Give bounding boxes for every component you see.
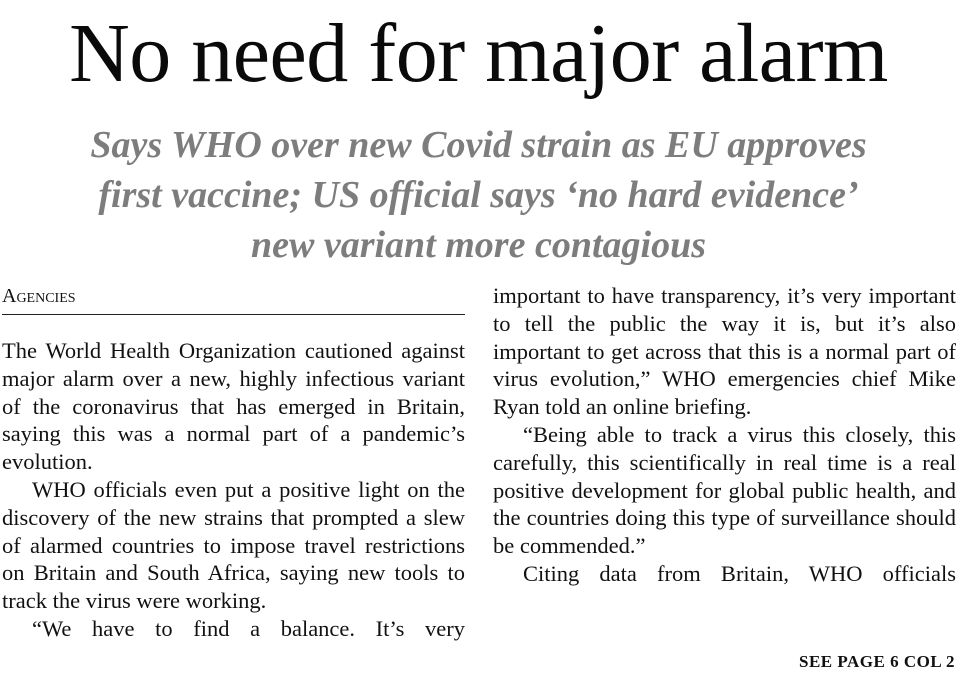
article-column-1 — [2, 337, 465, 643]
article-column-2 — [493, 282, 956, 588]
subheadline-line-3: new variant more contagious — [251, 224, 706, 266]
continuation-note: SEE PAGE 6 COL 2 — [799, 652, 955, 671]
byline: Agencies — [2, 285, 76, 307]
paragraph: WHO officials even put a positive light on the discovery of the new strains that prompted a slew of alarmed countries to impose travel restrictions on Britain and South Africa, saying new tools to track the virus were working. — [2, 476, 465, 614]
headline: No need for major alarm — [69, 7, 888, 100]
paragraph: “Being able to track a virus this closely, this carefully, this scientifically in real time is a real positive development for global public health, and the countries doing this type of surveillance should be commended.” — [493, 421, 956, 559]
paragraph: The World Health Organization cautioned against major alarm over a new, highly infectious variant of the coronavirus that has emerged in Britain, saying this was a normal part of a pandemic’s evolution. — [2, 338, 465, 475]
paragraph: Citing data from Britain, WHO officials — [523, 560, 956, 586]
subheadline — [0, 120, 957, 270]
subheadline-line-1: Says WHO over new Covid strain as EU approves — [90, 124, 867, 166]
subheadline-line-2: first vaccine; US official says ‘no hard evidence’ — [98, 174, 859, 216]
byline-rule — [2, 314, 465, 315]
paragraph: “We have to find a balance. It’s very — [32, 615, 465, 641]
paragraph: important to have transparency, it’s very important to tell the public the way it is, but it’s also important to get across that this is a normal part of virus evolution,” WHO emergencies chief Mike Ryan told an online briefing. — [493, 283, 956, 420]
